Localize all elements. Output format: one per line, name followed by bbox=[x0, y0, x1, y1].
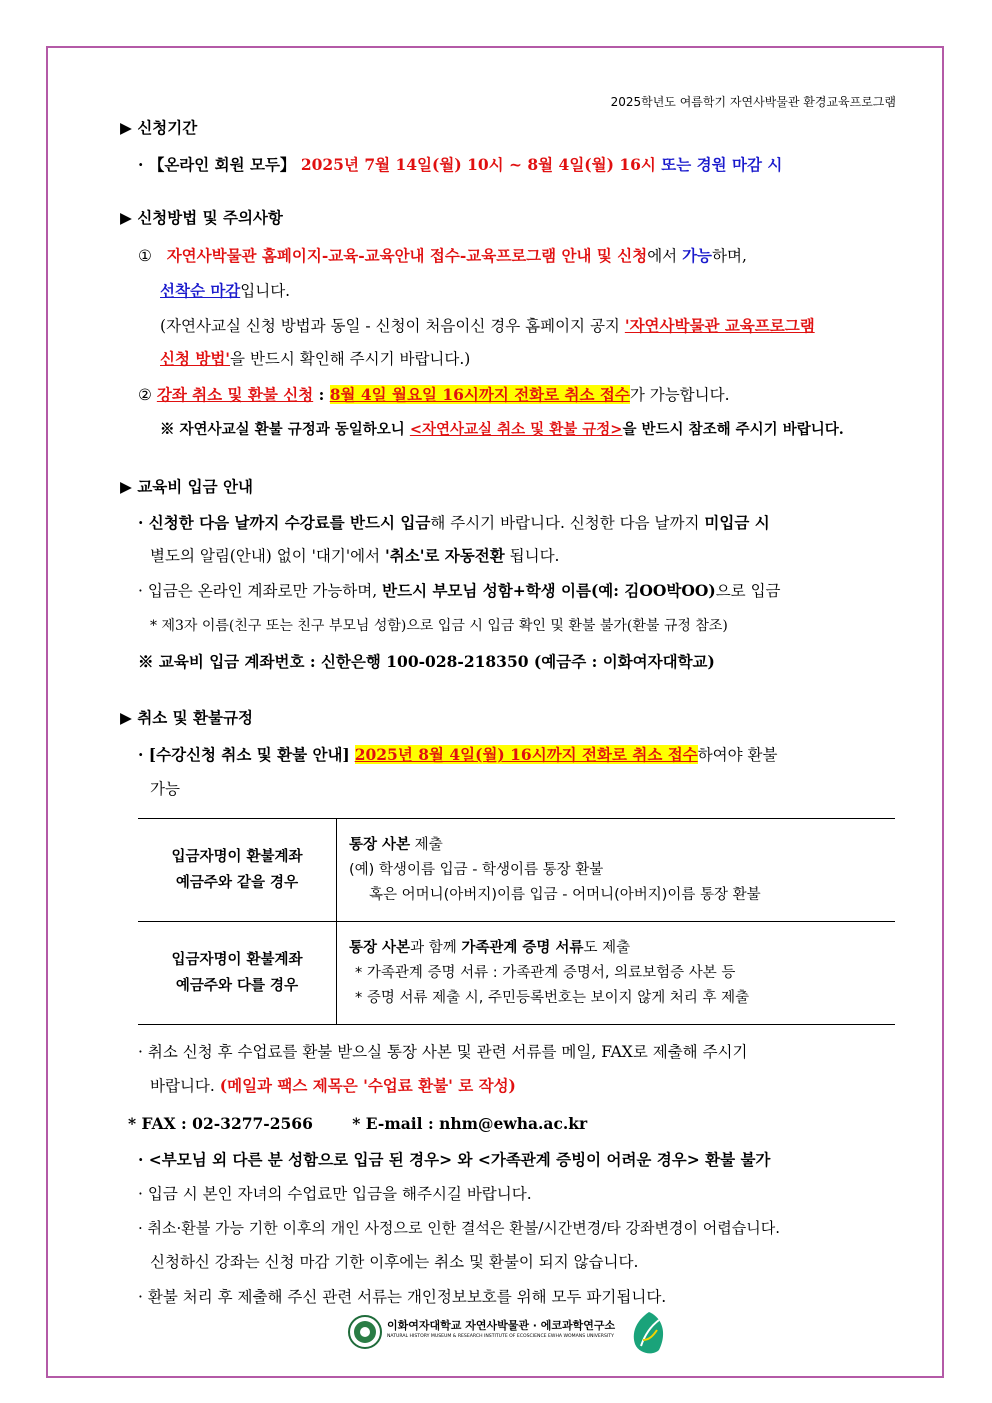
period-or: 또는 경원 마감 시 bbox=[661, 155, 783, 174]
account-number: ※ 교육비 입금 계좌번호 : 신한은행 100-028-218350 (예금주 : 이화여자대학교) bbox=[138, 652, 715, 671]
cancel-deadline: 8월 4일 월요일 16시까지 전화로 취소 접수 bbox=[329, 385, 630, 404]
section-title-method: ▶ 신청방법 및 주의사항 bbox=[120, 209, 283, 227]
period-line bbox=[138, 155, 782, 175]
period-target: 【온라인 회원 모두】 bbox=[148, 155, 296, 174]
refund-deadline: 2025년 8월 4일(월) 16시까지 전화로 취소 접수 bbox=[354, 745, 698, 764]
footer-logos bbox=[345, 1310, 665, 1356]
text: 도 제출 bbox=[583, 939, 631, 956]
homepage-path: 자연사박물관 홈페이지-교육-교육안내 접수-교육프로그램 안내 및 신청 bbox=[166, 246, 648, 265]
refund-line-4 bbox=[150, 1076, 516, 1096]
method-line-2 bbox=[160, 281, 290, 301]
refund-table bbox=[138, 818, 895, 1025]
fax-number: * FAX : 02-3277-2566 bbox=[128, 1114, 313, 1133]
mail-subject-note: (메일과 팩스 제목은 '수업료 환불' 로 작성) bbox=[219, 1076, 516, 1095]
payment-line-4: * 제3자 이름(친구 또는 친구 부모님 성함)으로 입금 시 입금 확인 및 환불 불가(환불 규정 참조) bbox=[150, 618, 728, 634]
cancel-line-1 bbox=[138, 385, 730, 405]
number-1: ① bbox=[138, 247, 152, 265]
footer-name: 이화여자대학교 자연사박물관 · 에코과학연구소 bbox=[387, 1319, 616, 1332]
period-dates: 2025년 7월 14일(월) 10시 ~ 8월 4일(월) 16시 bbox=[300, 155, 656, 174]
payment-line-2 bbox=[150, 546, 560, 566]
table-cell-left bbox=[138, 819, 337, 922]
table-row bbox=[138, 819, 895, 922]
first-come-text: 선착순 마감 bbox=[160, 281, 241, 300]
method-line-4 bbox=[160, 349, 470, 369]
cancel-title: 강좌 취소 및 환불 신청 bbox=[156, 385, 314, 404]
text: 으로 입금 bbox=[715, 582, 781, 600]
text: · [수강신청 취소 및 환불 안내] bbox=[138, 745, 350, 764]
refund-line-8: · 취소·환불 가능 기한 이후의 개인 사정으로 인한 결석은 환불/시간변경/타 강좌변경이 어렵습니다. bbox=[138, 1219, 780, 1237]
email-address[interactable]: * E-mail : nhm@ewha.ac.kr bbox=[352, 1114, 588, 1133]
page-header: 2025학년도 여름학기 자연사박물관 환경교육프로그램 bbox=[610, 95, 896, 109]
text: 하여야 환불 bbox=[697, 746, 778, 764]
text: 입니다. bbox=[240, 282, 291, 300]
text: 가 가능합니다. bbox=[629, 386, 730, 404]
refund-line-3: · 취소 신청 후 수업료를 환불 받으실 통장 사본 및 관련 서류를 메일, FAX로 제출해 주시기 bbox=[138, 1043, 748, 1061]
text: 바랍니다. bbox=[150, 1077, 215, 1095]
text: 통장 사본 bbox=[349, 836, 411, 853]
text: 가족관계 증명 서류 bbox=[461, 939, 584, 956]
cancel-line-2 bbox=[160, 420, 844, 440]
notice-link[interactable]: '자연사박물관 교육프로그램 bbox=[624, 316, 815, 335]
footer-subtitle: NATURAL HISTORY MUSEUM & RESEARCH INSTITUTE OF ECOSCIENCE EWHA WOMANS UNIVERSITY bbox=[387, 1334, 614, 1339]
table-cell-right bbox=[337, 819, 896, 922]
text: · 입금은 온라인 계좌로만 가능하며, bbox=[138, 582, 378, 600]
available-text: 가능 bbox=[682, 246, 713, 265]
text: 미입금 시 bbox=[704, 513, 770, 532]
table-cell-left bbox=[138, 922, 337, 1025]
text: 예금주와 다를 경우 bbox=[175, 978, 299, 994]
refund-line-7: · 입금 시 본인 자녀의 수업료만 입금을 해주시길 바랍니다. bbox=[138, 1185, 532, 1203]
text: 됩니다. bbox=[509, 547, 560, 565]
text: 입금자명이 환불계좌 bbox=[171, 849, 303, 865]
text: 과 함께 bbox=[410, 939, 457, 956]
text: '취소'로 자동전환 bbox=[385, 546, 505, 565]
text: 에서 bbox=[647, 247, 678, 265]
method-line-1 bbox=[138, 246, 747, 266]
text: 입금자명이 환불계좌 bbox=[171, 952, 303, 968]
section-title-refund: ▶ 취소 및 환불규정 bbox=[120, 709, 253, 727]
text: 별도의 알림(안내) 없이 '대기'에서 bbox=[150, 547, 381, 565]
refund-line-10: · 환불 처리 후 제출해 주신 관련 서류는 개인정보보호를 위해 모두 파기됩니다. bbox=[138, 1288, 667, 1306]
refund-line-9: 신청하신 강좌는 신청 마감 기한 이후에는 취소 및 환불이 되지 않습니다. bbox=[150, 1253, 639, 1271]
text: 예금주와 같을 경우 bbox=[175, 875, 299, 891]
text: 하며, bbox=[712, 247, 747, 265]
payment-line-3 bbox=[138, 581, 781, 601]
text: * 가족관계 증명 서류 : 가족관계 증명서, 의료보험증 사본 등 bbox=[355, 964, 736, 981]
section-title-period: ▶ 신청기간 bbox=[120, 119, 198, 137]
text: 반드시 부모님 성함+학생 이름(예: 김OO박OO) bbox=[382, 581, 716, 600]
text: (예) 학생이름 입금 - 학생이름 통장 환불 bbox=[349, 861, 604, 878]
text: : bbox=[313, 385, 330, 404]
refund-line-1 bbox=[138, 745, 777, 765]
text: · 신청한 다음 날까지 수강료를 반드시 입금 bbox=[138, 513, 431, 532]
text: 해 주시기 바랍니다. 신청한 다음 날까지 bbox=[430, 514, 700, 532]
text: 을 반드시 참조해 주시기 바랍니다. bbox=[622, 421, 844, 438]
refund-rule-link[interactable]: <자연사교실 취소 및 환불 규정> bbox=[409, 421, 623, 438]
method-line-3 bbox=[160, 316, 815, 336]
table-cell-right bbox=[337, 922, 896, 1025]
text: 통장 사본 bbox=[349, 939, 411, 956]
text: 제출 bbox=[410, 836, 443, 853]
university-seal-icon bbox=[347, 1314, 383, 1350]
number-2: ② bbox=[138, 386, 152, 404]
notice-link-cont[interactable]: 신청 방법' bbox=[160, 349, 231, 368]
text: * 증명 서류 제출 시, 주민등록번호는 보이지 않게 처리 후 제출 bbox=[355, 989, 750, 1006]
text: ※ 자연사교실 환불 규정과 동일하오니 bbox=[160, 421, 405, 438]
contact-line bbox=[128, 1114, 587, 1134]
text: (자연사교실 신청 방법과 동일 - 신청이 처음이신 경우 홈페이지 공지 bbox=[160, 317, 620, 335]
refund-line-6: · <부모님 외 다른 분 성함으로 입금 된 경우> 와 <가족관계 증빙이 어려운 경우> 환불 불가 bbox=[138, 1150, 771, 1169]
section-title-payment: ▶ 교육비 입금 안내 bbox=[120, 478, 253, 496]
text: 을 반드시 확인해 주시기 바랍니다.) bbox=[230, 350, 471, 368]
text: 혹은 어머니(아버지)이름 입금 - 어머니(아버지)이름 통장 환불 bbox=[369, 886, 761, 903]
payment-line-1 bbox=[138, 513, 770, 533]
bullet: · bbox=[138, 155, 144, 174]
table-row bbox=[138, 922, 895, 1025]
refund-line-2: 가능 bbox=[150, 780, 180, 798]
ecoscience-logo-icon bbox=[629, 1310, 669, 1356]
